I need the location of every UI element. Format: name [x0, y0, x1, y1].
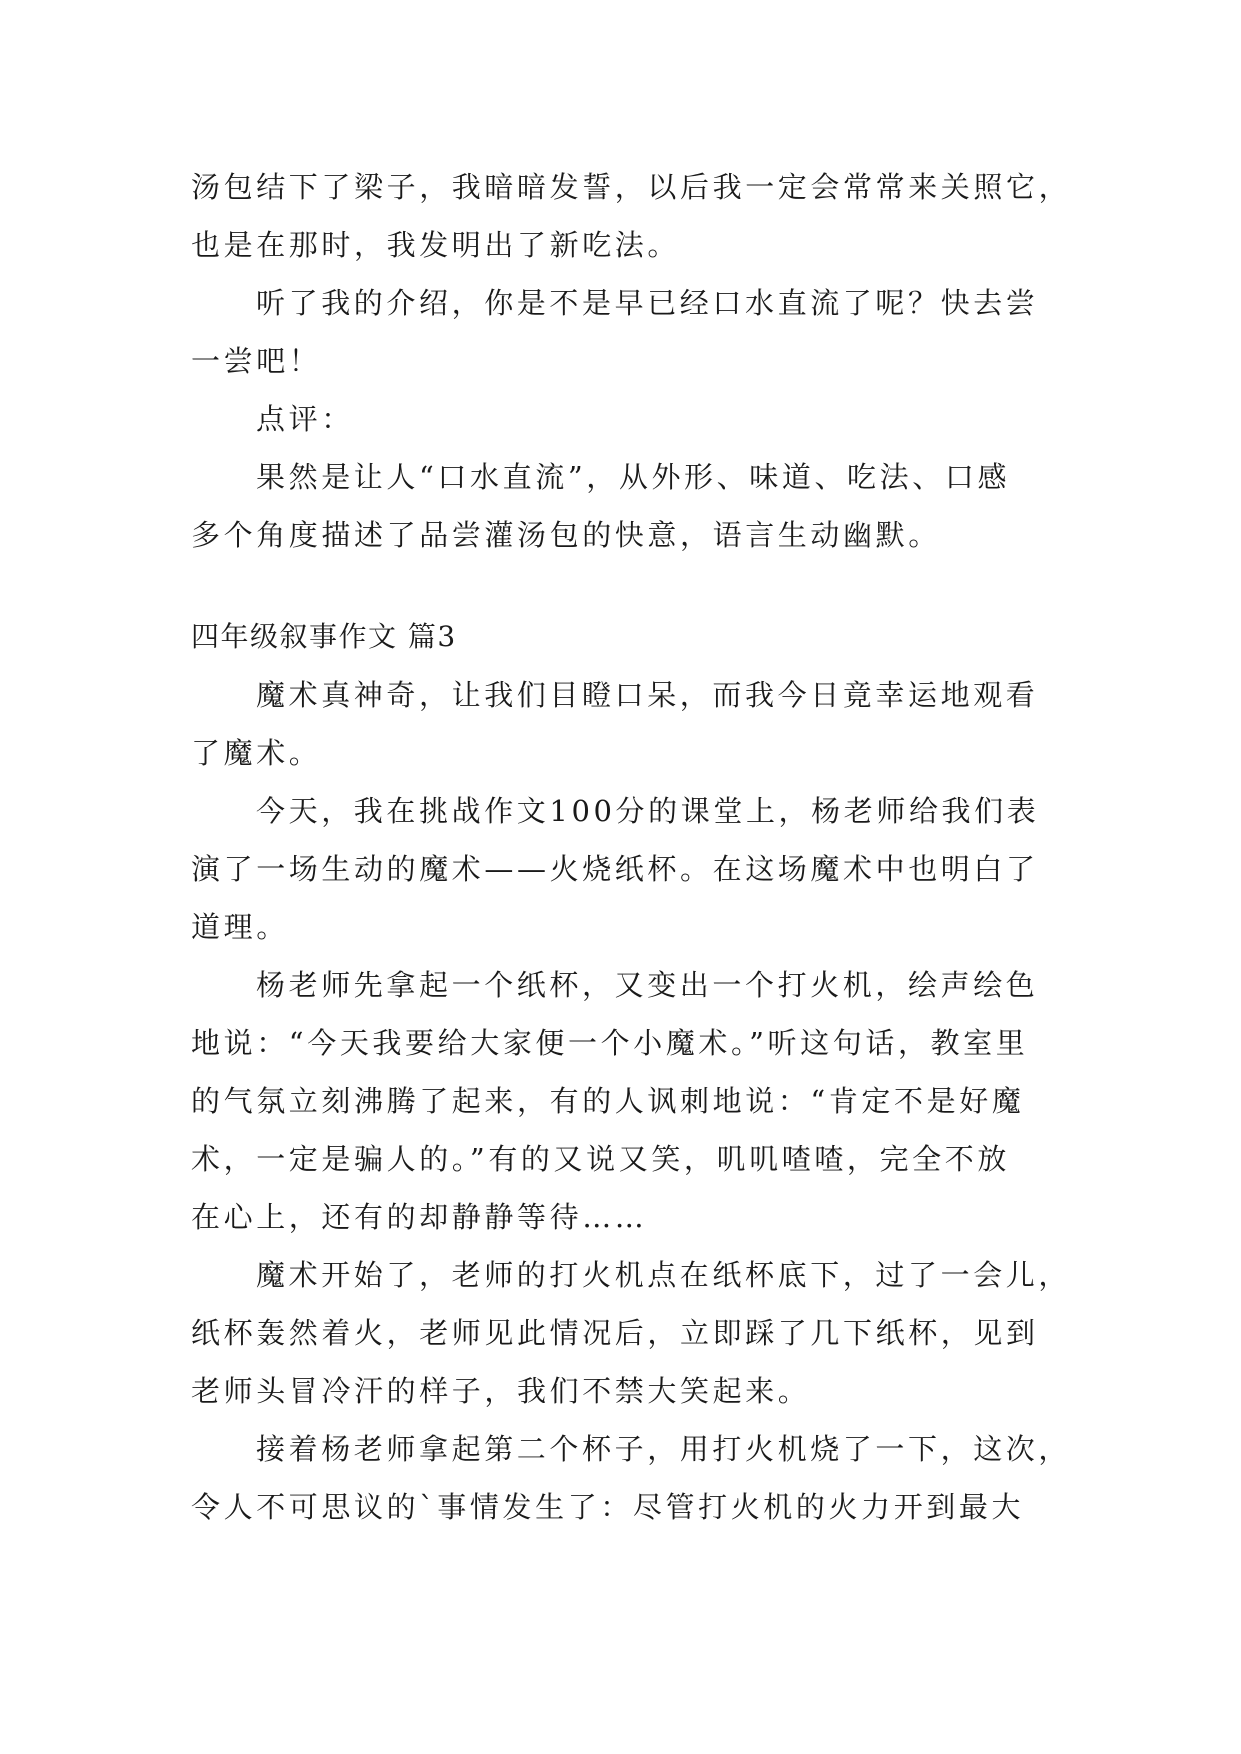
section-title: 四年级叙事作文 篇3	[191, 620, 457, 653]
text-line: 汤包结下了梁子，我暗暗发誓，以后我一定会常常来关照它，	[191, 170, 1072, 204]
text-line: 演了一场生动的魔术——火烧纸杯。在这场魔术中也明白了	[191, 852, 1039, 886]
text-line: 果然是让人“口水直流”，从外形、味道、吃法、口感	[256, 460, 1011, 494]
text-line: 今天，我在挑战作文100分的课堂上，杨老师给我们表	[256, 794, 1040, 828]
text-line: 多个角度描述了品尝灌汤包的快意，语言生动幽默。	[191, 518, 941, 552]
text-line: 杨老师先拿起一个纸杯，又变出一个打火机，绘声绘色	[256, 968, 1039, 1002]
text-line: 纸杯轰然着火，老师见此情况后，立即踩了几下纸杯，见到	[191, 1316, 1039, 1350]
text-line: 接着杨老师拿起第二个杯子，用打火机烧了一下，这次，	[256, 1432, 1072, 1466]
document-body	[191, 158, 1072, 1536]
text-line: 地说：“今天我要给大家便一个小魔术。”听这句话，教室里	[191, 1026, 1029, 1060]
text-line: 一尝吧！	[191, 344, 322, 378]
text-line: 令人不可思议的`事情发生了：尽管打火机的火力开到最大	[191, 1490, 1025, 1524]
text-line: 也是在那时，我发明出了新吃法。	[191, 228, 681, 262]
text-line: 听了我的介绍，你是不是早已经口水直流了呢？快去尝	[256, 286, 1039, 320]
text-line: 在心上，还有的却静静等待……	[191, 1200, 648, 1234]
section-gap	[191, 564, 1053, 608]
text-line: 道理。	[191, 910, 289, 944]
text-line: 老师头冒冷汗的样子，我们不禁大笑起来。	[191, 1374, 811, 1408]
text-line: 术，一定是骗人的。”有的又说又笑，叽叽喳喳，完全不放	[191, 1142, 1010, 1176]
text-line: 了魔术。	[191, 736, 322, 770]
text-line: 的气氛立刻沸腾了起来，有的人讽刺地说：“肯定不是好魔	[191, 1084, 1025, 1118]
text-line: 魔术开始了，老师的打火机点在纸杯底下，过了一会儿，	[256, 1258, 1072, 1292]
text-line: 魔术真神奇，让我们目瞪口呆，而我今日竟幸运地观看	[256, 678, 1039, 712]
text-line: 点评：	[256, 402, 354, 436]
